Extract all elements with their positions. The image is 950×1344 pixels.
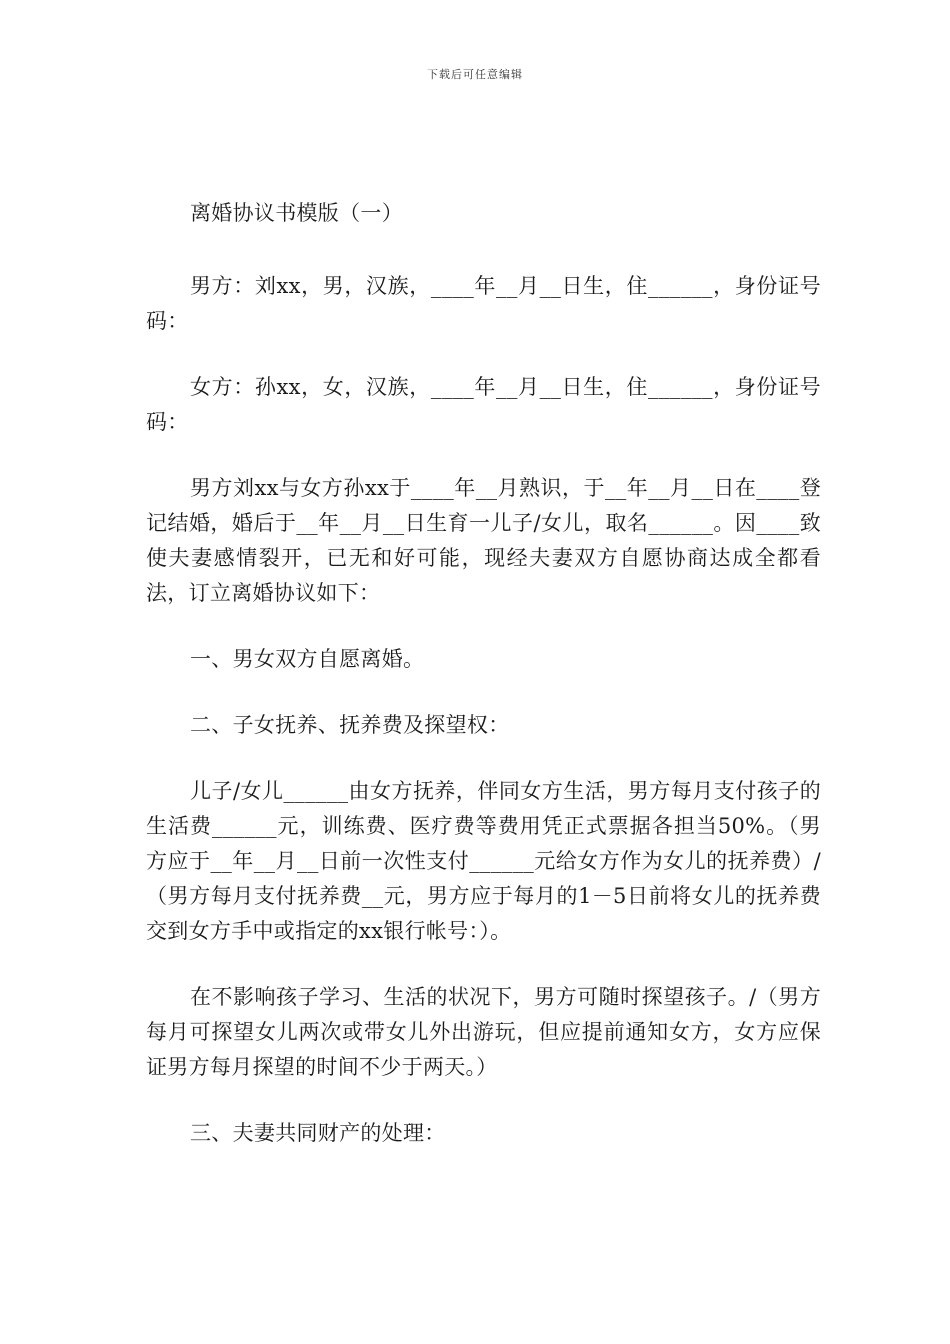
- marriage-background: 男方刘xx与女方孙xx于____年__月熟识，于__年__月__日在____登记结婚，婚后于__年__月__日生育一儿子/女儿，取名______。因____致使夫妻感情裂开，已无和好可能，现经夫妻双方自愿协商达成全都看法，订立离婚协议如下：: [146, 476, 821, 605]
- clause-2-custody: 儿子/女儿______由女方抚养，伴同女方生活，男方每月支付孩子的生活费______元，训练费、医疗费等费用凭正式票据各担当50%。（男方应于__年__月__日前一次性支付______元给女方作为女儿的抚养费）/（男方每月支付抚养费__元，男方应于每月的1－5日前将女儿的抚养费交到女方手中或指定的xx银行帐号：）。: [146, 779, 821, 943]
- clause-2-heading: 二、子女抚养、抚养费及探望权：: [190, 713, 510, 737]
- clause-3-heading: 三、夫妻共同财产的处理：: [190, 1121, 446, 1145]
- female-party-info: 女方：孙xx，女，汉族，____年__月__日生，住______，身份证号码：: [146, 375, 821, 434]
- clause-2-visitation: 在不影响孩子学习、生活的状况下，男方可随时探望孩子。/（男方每月可探望女儿两次或带女儿外出游玩，但应提前通知女方，女方应保证男方每月探望的时间不少于两天。）: [146, 985, 821, 1079]
- header-note: 下载后可任意编辑: [427, 68, 523, 81]
- document-body: [146, 196, 821, 1182]
- document-title: 离婚协议书模版（一）: [190, 201, 403, 225]
- male-party-info: 男方：刘xx，男，汉族，____年__月__日生，住______，身份证号码：: [146, 274, 821, 333]
- clause-1: 一、男女双方自愿离婚。: [190, 647, 425, 671]
